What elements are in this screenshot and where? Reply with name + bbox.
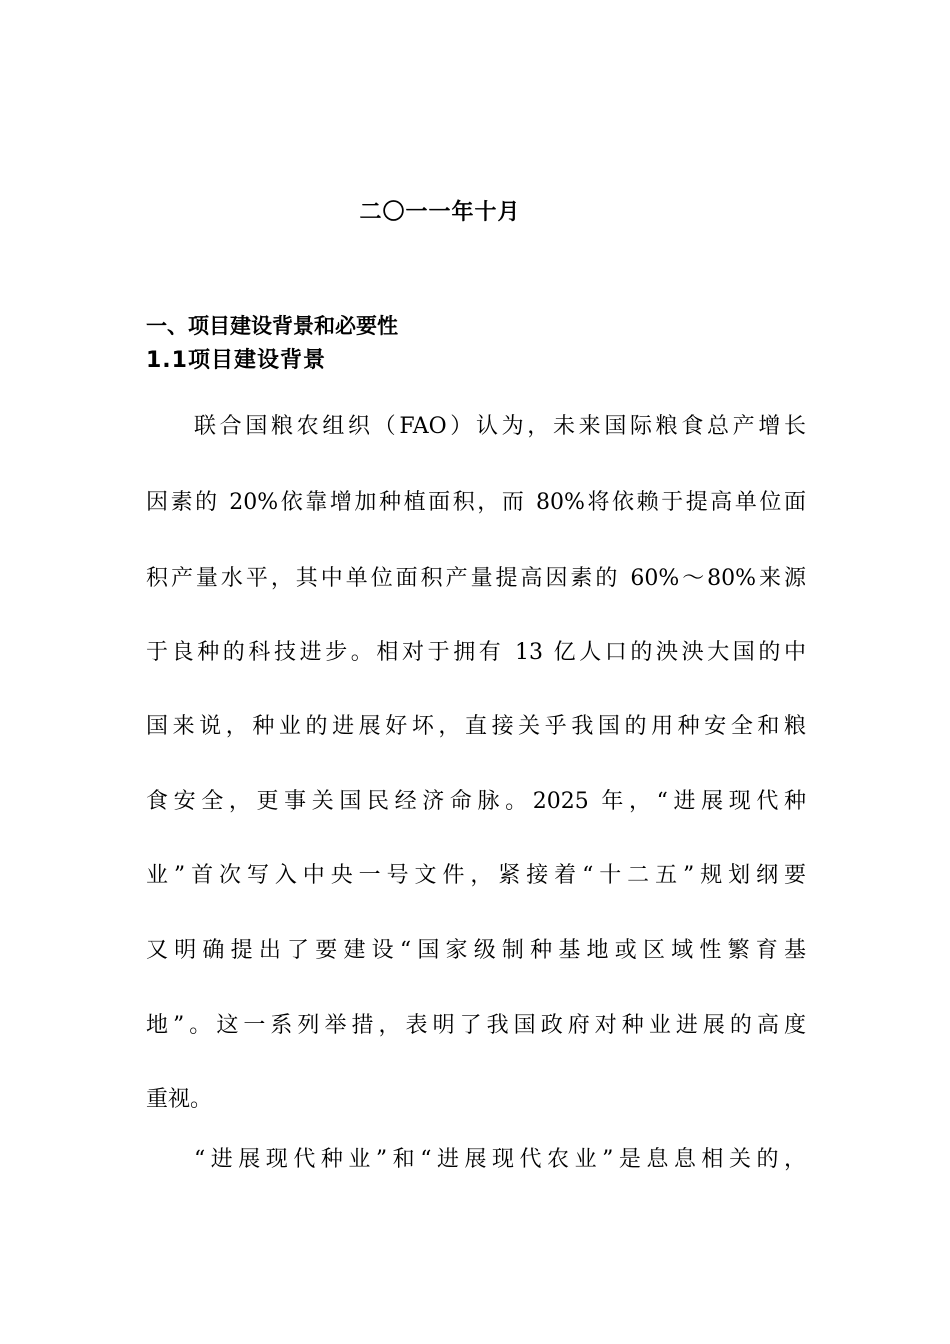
document-date: 二〇一一年十月 [359,200,521,225]
paragraph-line: “进展现代种业”和“进展现代农业”是息息相关的， [194,1147,806,1172]
paragraph-line: 业”首次写入中央一号文件，紧接着“十二五”规划纲要 [146,863,806,888]
subsection-heading: 1.1项目建设背景 [146,348,326,373]
section-heading: 一、项目建设背景和必要性 [146,314,398,338]
paragraph-line: 联合国粮农组织（FAO）认为，未来国际粮食总产增长 [194,414,806,439]
paragraph-line: 地”。这一系列举措，表明了我国政府对种业进展的高度 [146,1013,806,1038]
paragraph-line: 重视。 [146,1087,213,1112]
paragraph-line: 又明确提出了要建设“国家级制种基地或区域性繁育基 [146,938,806,963]
paragraph-line: 国来说，种业的进展好坏，直接关乎我国的用种安全和粮 [146,714,806,739]
paragraph-line: 于良种的科技进步。相对于拥有 13 亿人口的泱泱大国的中 [146,640,806,665]
paragraph-line: 因素的 20%依靠增加种植面积，而 80%将依赖于提高单位面 [146,490,806,515]
paragraph-line: 食安全，更事关国民经济命脉。2025 年，“进展现代种 [146,789,806,814]
paragraph-line: 积产量水平，其中单位面积产量提高因素的 60%～80%来源 [146,566,806,591]
